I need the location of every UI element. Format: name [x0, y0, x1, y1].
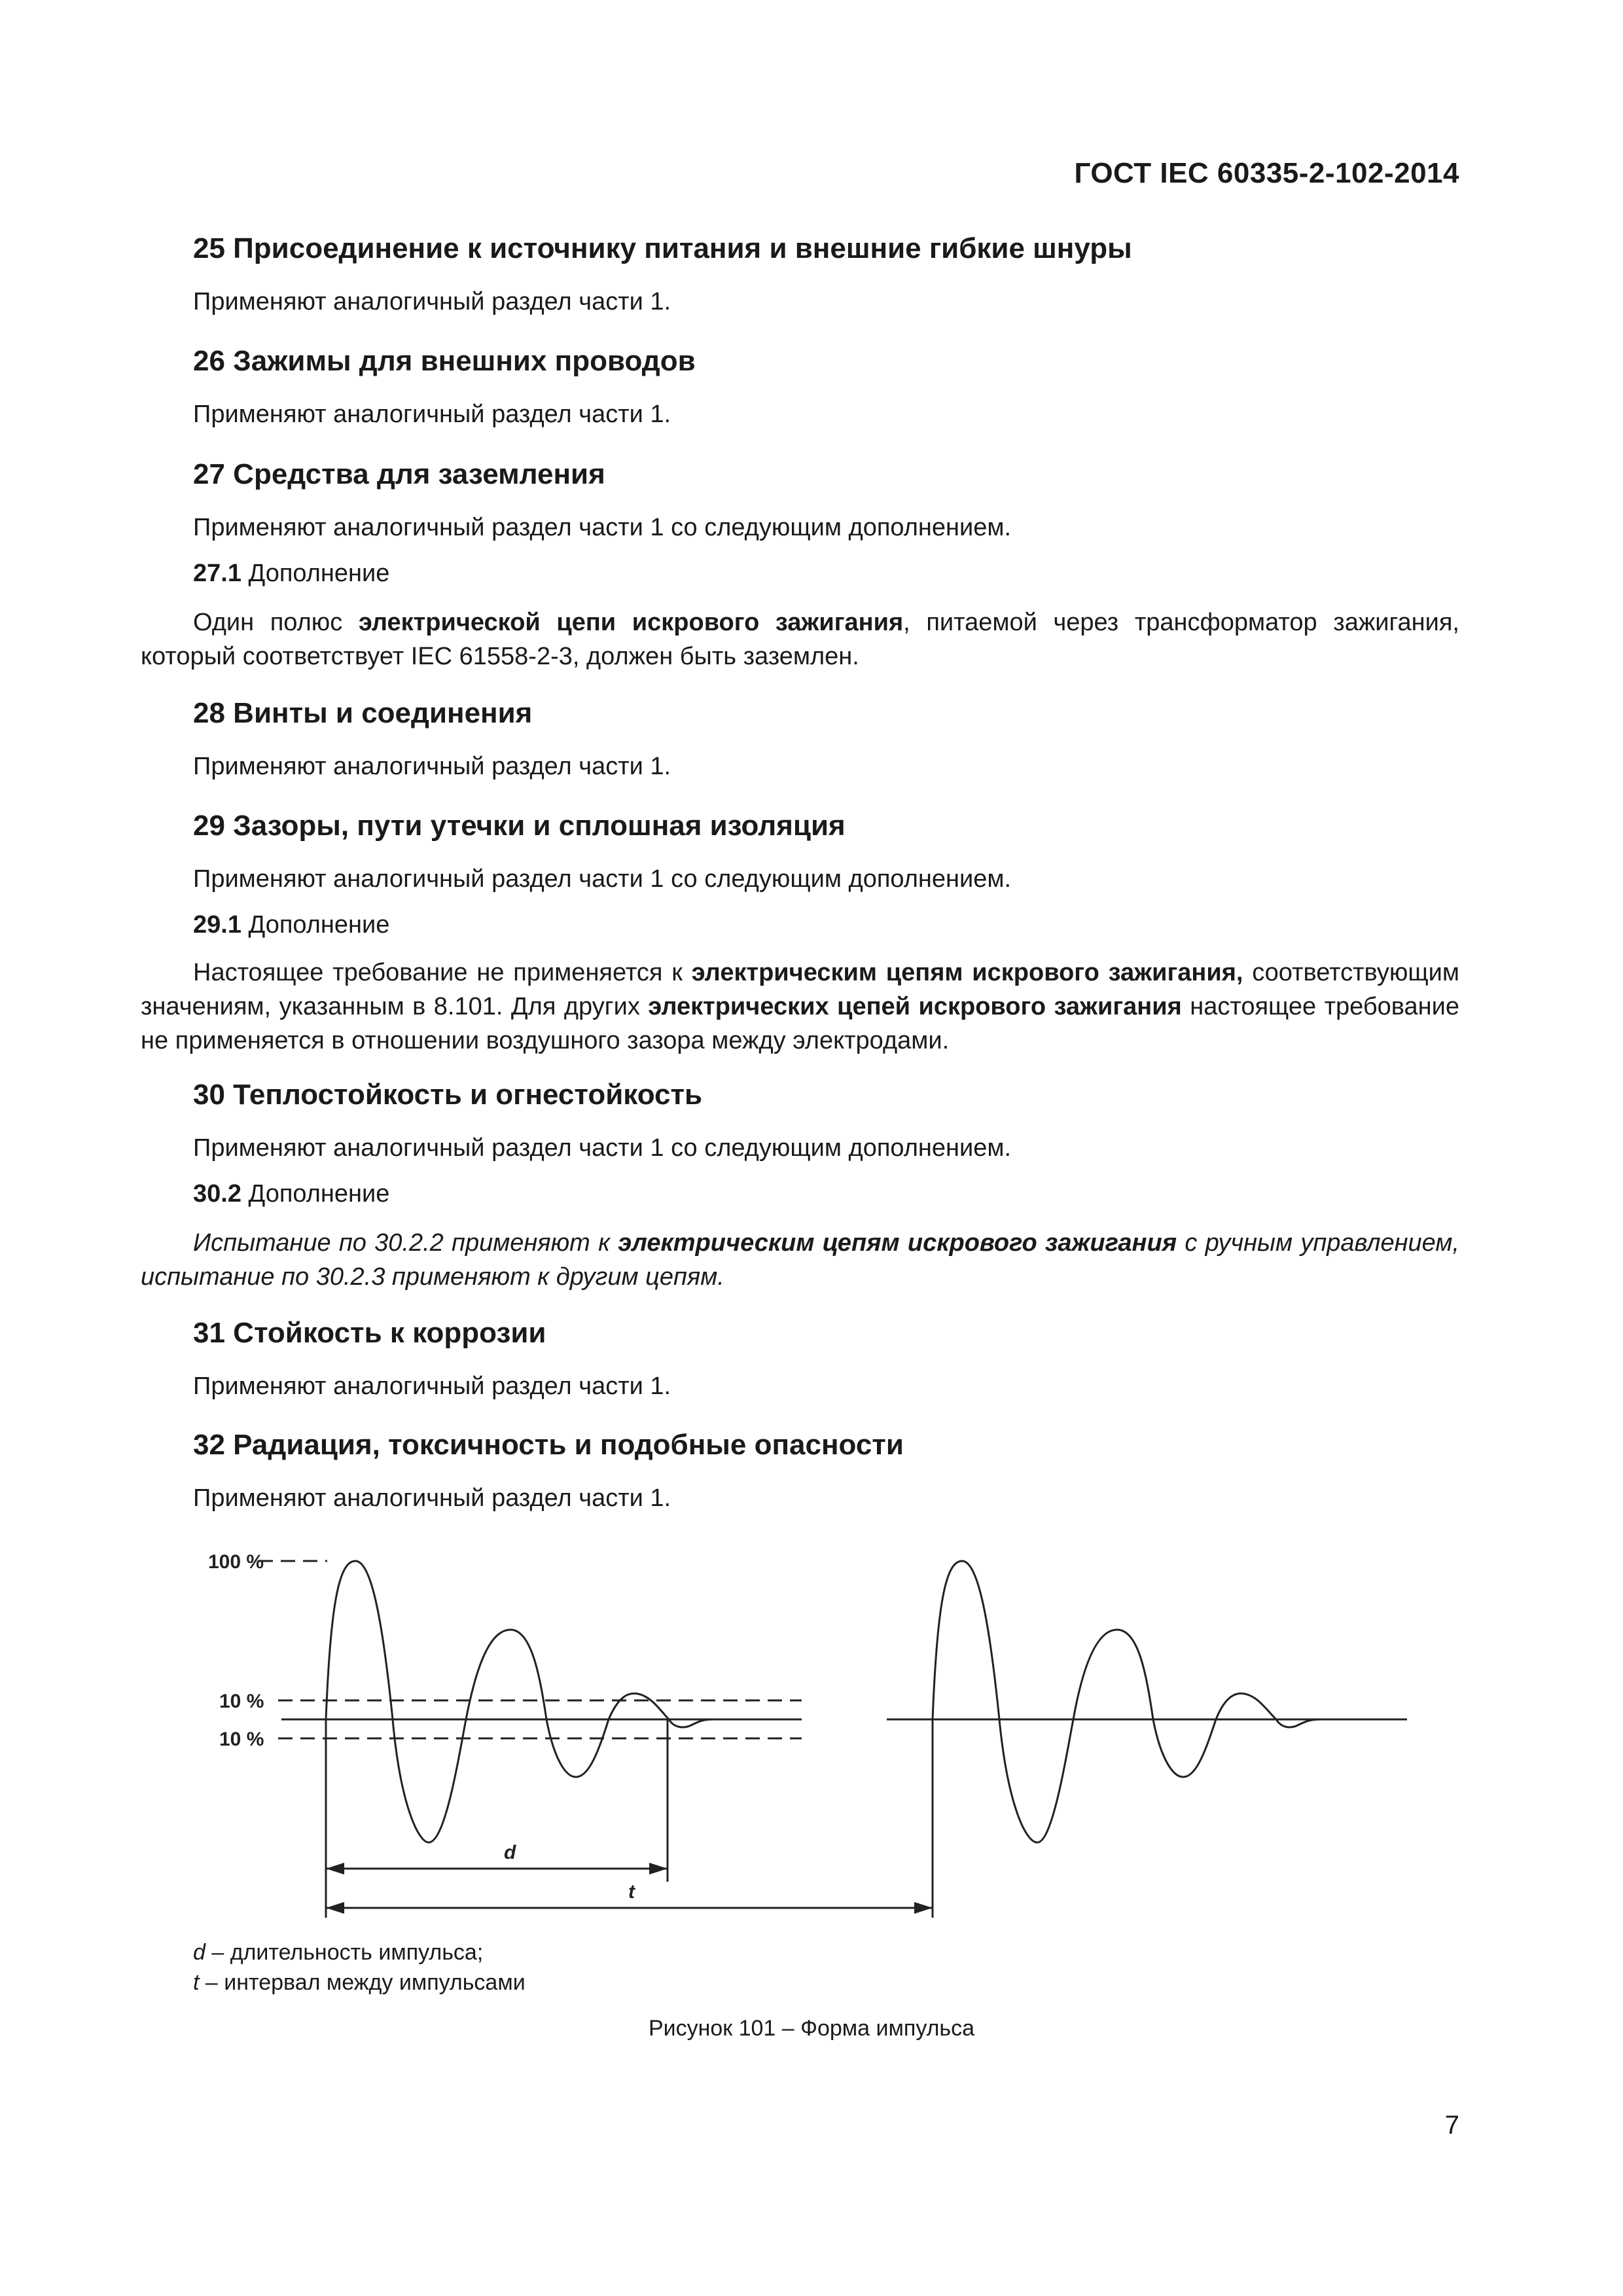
legend-symbol: d — [193, 1940, 205, 1965]
label-100-percent: 100 % — [208, 1551, 264, 1573]
paragraph-text: с ручным управлением, испытание по 30.2.3 применяют к другим цепям. — [141, 1229, 1459, 1291]
paragraph-text: Настоящее требование не применяется к — [193, 959, 692, 986]
section-31-title: 31 Стойкость к коррозии — [193, 1317, 546, 1349]
page-number: 7 — [1444, 2111, 1459, 2140]
figure-caption: Рисунок 101 – Форма импульса — [648, 2016, 975, 2041]
paragraph-text: Один полюс — [193, 609, 359, 636]
subsection-number: 30.2 — [193, 1180, 241, 1208]
section-32-text: Применяют аналогичный раздел части 1. — [193, 1484, 671, 1512]
section-31-text: Применяют аналогичный раздел части 1. — [193, 1372, 671, 1400]
section-29-text: Применяют аналогичный раздел части 1 со следующим дополнением. — [193, 865, 1012, 893]
subsection-label: Дополнение — [241, 1180, 390, 1208]
pulse-waveform-2 — [933, 1561, 1322, 1842]
paragraph-term: электрическим цепям искрового зажигания, — [691, 959, 1243, 986]
section-28-text: Применяют аналогичный раздел части 1. — [193, 753, 671, 780]
section-30-text: Применяют аналогичный раздел части 1 со следующим дополнением. — [193, 1134, 1012, 1162]
label-d: d — [504, 1842, 516, 1863]
section-30-title: 30 Теплостойкость и огнестойкость — [193, 1079, 703, 1111]
subsection-30-2 — [193, 1180, 389, 1208]
subsection-27-1 — [193, 560, 389, 588]
section-27-title: 27 Средства для заземления — [193, 458, 605, 490]
subsection-label: Дополнение — [241, 560, 390, 587]
arrow-head — [326, 1863, 344, 1874]
section-27-paragraph — [141, 605, 1459, 673]
section-27-text: Применяют аналогичный раздел части 1 со следующим дополнением. — [193, 514, 1012, 541]
label-10-percent-lower: 10 % — [219, 1729, 264, 1750]
legend-item-t — [193, 1967, 526, 1998]
section-28-title: 28 Винты и соединения — [193, 697, 533, 729]
subsection-number: 29.1 — [193, 911, 241, 939]
paragraph-text: Испытание по 30.2.2 применяют к — [193, 1229, 618, 1257]
paragraph-text: настоящее требование не применяется в отношении воздушного зазора между электродами. — [141, 993, 1459, 1054]
legend-item-d — [193, 1937, 526, 1967]
section-25-text: Применяют аналогичный раздел части 1. — [193, 288, 671, 315]
paragraph-term: электрических цепей искрового зажигания — [648, 993, 1182, 1020]
paragraph-term: электрическим цепям искрового зажигания — [618, 1229, 1177, 1257]
arrow-head — [914, 1902, 933, 1914]
section-25-title: 25 Присоединение к источнику питания и внешние гибкие шнуры — [193, 232, 1132, 264]
arrow-head — [649, 1863, 668, 1874]
pulse-waveform-1 — [326, 1561, 713, 1842]
section-26-title: 26 Зажимы для внешних проводов — [193, 345, 696, 377]
arrow-head — [326, 1902, 344, 1914]
pulse-shape-figure — [0, 1525, 1623, 1931]
subsection-number: 27.1 — [193, 560, 241, 587]
paragraph-term: электрической цепи искрового зажигания — [358, 609, 904, 636]
label-10-percent-upper: 10 % — [219, 1691, 264, 1712]
label-t: t — [628, 1881, 635, 1903]
subsection-label: Дополнение — [241, 911, 390, 939]
legend-text: – длительность импульса; — [205, 1940, 484, 1965]
paragraph-text: соответствующим значениям, указанным в 8.101. Для других — [141, 959, 1459, 1020]
subsection-29-1 — [193, 911, 389, 939]
legend-symbol: t — [193, 1970, 200, 1995]
paragraph-text: , питаемой через трансформатор зажигания, который соответствует IEC 61558-2-3, должен быть заземлен. — [141, 609, 1459, 670]
section-29-title: 29 Зазоры, пути утечки и сплошная изоляция — [193, 810, 846, 842]
legend-text: – интервал между импульсами — [199, 1970, 526, 1995]
section-26-text: Применяют аналогичный раздел части 1. — [193, 401, 671, 428]
section-29-paragraph — [141, 956, 1459, 1058]
section-30-paragraph — [141, 1226, 1459, 1294]
section-32-title: 32 Радиация, токсичность и подобные опасности — [193, 1429, 904, 1461]
figure-legend — [193, 1937, 526, 1998]
document-header: ГОСТ IEC 60335-2-102-2014 — [1074, 157, 1459, 189]
